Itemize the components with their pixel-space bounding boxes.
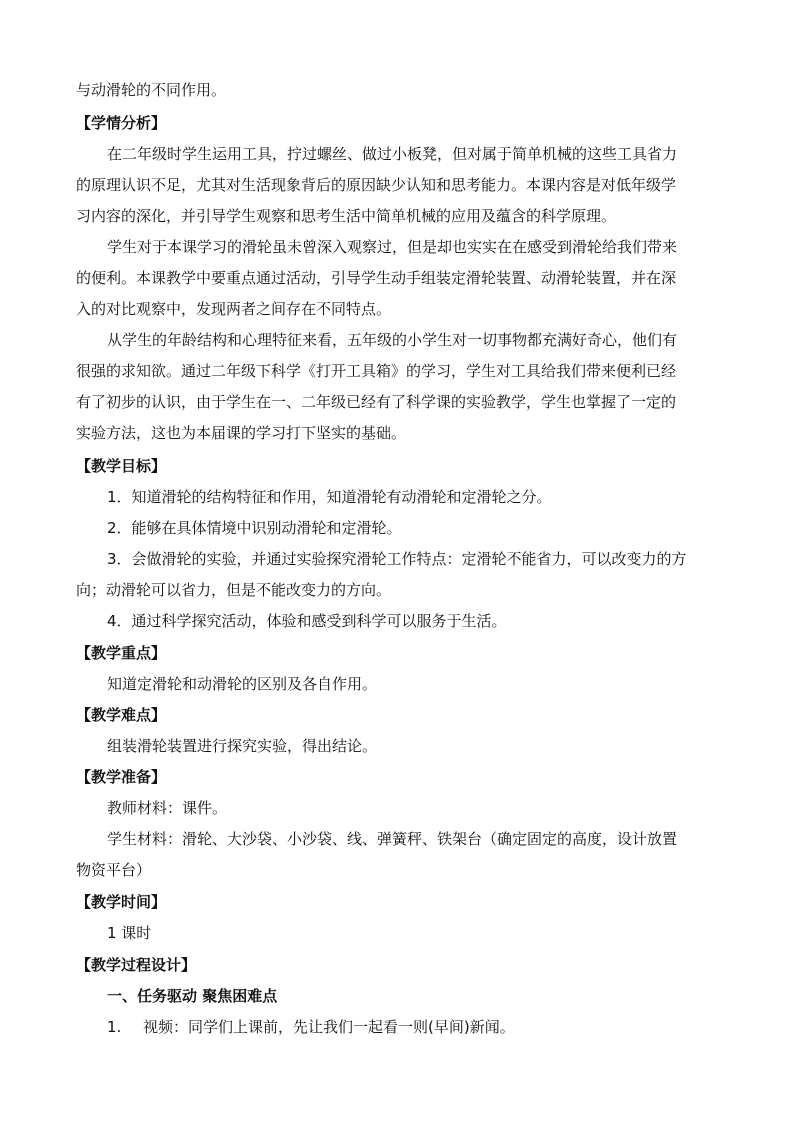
analysis-p3-line2: 很强的求知欲。通过二年级下科学《打开工具箱》的学习，学生对工具给我们带来便利已经 [76,362,677,380]
goals-heading: 【教学目标】 [76,457,167,475]
goal-item-3-cont: 向；动滑轮可以省力，但是不能改变力的方向。 [76,581,392,599]
analysis-p1-line1: 在二年级时学生运用工具，拧过螺丝、做过小板凳，但对属于简单机械的这些工具省力 [107,145,678,163]
analysis-p1-line3: 习内容的深化，并引导学生观察和思考生活中简单机械的应用及蕴含的科学原理。 [76,207,617,225]
key-heading: 【教学重点】 [76,644,167,662]
analysis-p1-line2: 的原理认识不足，尤其对生活现象背后的原因缺少认知和思考能力。本课内容是对低年级学 [76,176,677,194]
time-heading: 【教学时间】 [76,893,167,911]
process-subheading-1: 一、任务驱动 聚焦困难点 [107,987,278,1005]
key-text: 知道定滑轮和动滑轮的区别及各自作用。 [107,675,378,693]
analysis-p3-line1: 从学生的年龄结构和心理特征来看，五年级的小学生对一切事物都充满好奇心，他们有 [107,331,678,349]
step-text: 视频：同学们上课前，先让我们一起看一则(早间)新闻。 [143,1018,515,1036]
analysis-heading: 【学情分析】 [76,114,167,132]
goal-item-4: 4．通过科学探究活动，体验和感受到科学可以服务于生活。 [107,612,507,630]
step-number: 1. [107,1018,122,1036]
process-step-1 [107,1017,515,1037]
goal-item-3: 3．会做滑轮的实验，并通过实验探究滑轮工作特点：定滑轮不能省力，可以改变力的方 [107,550,687,568]
analysis-p2-line1: 学生对于本课学习的滑轮虽未曾深入观察过，但是却也实实在在感受到滑轮给我们带来 [107,238,678,256]
goal-item-1: 1．知道滑轮的结构特征和作用，知道滑轮有动滑轮和定滑轮之分。 [107,488,552,506]
prep-student-line1: 学生材料：滑轮、大沙袋、小沙袋、线、弹簧秤、铁架台（确定固定的高度，设计放置 [107,830,678,848]
difficulty-heading: 【教学难点】 [76,706,167,724]
intro-tail: 与动滑轮的不同作用。 [76,81,227,99]
analysis-p3-line3: 有了初步的认识，由于学生在一、二年级已经有了科学课的实验教学，学生也掌握了一定的 [76,393,677,411]
prep-heading: 【教学准备】 [76,768,167,786]
analysis-p2-line2: 的便利。本课教学中要重点通过活动，引导学生动手组装定滑轮装置、动滑轮装置，并在深 [76,269,677,287]
prep-student-line2: 物资平台） [76,861,152,879]
prep-teacher: 教师材料：课件。 [107,799,228,817]
difficulty-text: 组装滑轮装置进行探究实验，得出结论。 [107,737,378,755]
process-heading: 【教学过程设计】 [76,956,197,974]
goal-item-2: 2．能够在具体情境中识别动滑轮和定滑轮。 [107,519,402,537]
analysis-p3-line4: 实验方法，这也为本届课的学习打下坚实的基础。 [76,424,407,442]
analysis-p2-line3: 入的对比观察中，发现两者之间存在不同特点。 [76,300,392,318]
time-text: 1 课时 [107,924,152,942]
